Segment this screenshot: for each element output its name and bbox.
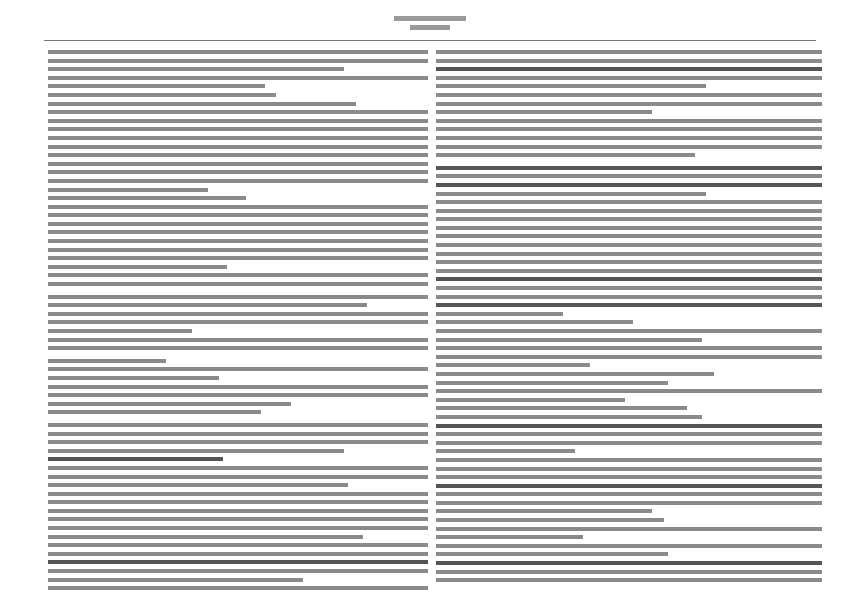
text-line bbox=[48, 248, 428, 252]
text-line bbox=[48, 93, 276, 97]
text-line bbox=[436, 527, 822, 531]
text-line bbox=[48, 457, 223, 461]
text-line bbox=[48, 500, 428, 504]
text-line bbox=[48, 393, 428, 397]
text-line bbox=[436, 432, 822, 436]
text-line bbox=[436, 389, 822, 393]
text-line bbox=[436, 312, 563, 316]
text-line bbox=[436, 136, 822, 140]
text-line bbox=[436, 458, 822, 462]
text-line bbox=[48, 179, 428, 183]
text-line bbox=[436, 84, 706, 88]
text-line bbox=[436, 277, 822, 281]
text-line bbox=[48, 256, 428, 260]
text-line bbox=[48, 483, 348, 487]
text-line bbox=[436, 183, 822, 187]
text-line bbox=[48, 543, 428, 547]
page-header bbox=[0, 16, 860, 34]
text-line bbox=[48, 552, 428, 556]
text-line bbox=[436, 303, 822, 307]
text-line bbox=[48, 230, 428, 234]
text-line bbox=[436, 192, 706, 196]
text-line bbox=[48, 432, 428, 436]
text-line bbox=[48, 136, 428, 140]
text-line bbox=[436, 320, 633, 324]
text-line bbox=[48, 410, 261, 414]
text-line bbox=[436, 269, 822, 273]
text-line bbox=[48, 205, 428, 209]
text-line bbox=[48, 526, 428, 530]
header-subtitle bbox=[410, 25, 450, 30]
text-line bbox=[48, 265, 227, 269]
left-column-text bbox=[48, 50, 428, 599]
text-line bbox=[436, 252, 822, 256]
text-line bbox=[436, 501, 822, 505]
text-line bbox=[48, 560, 428, 564]
text-line bbox=[436, 406, 687, 410]
text-line bbox=[436, 243, 822, 247]
text-line bbox=[48, 440, 428, 444]
text-line bbox=[436, 67, 822, 71]
text-line bbox=[48, 329, 192, 333]
text-line bbox=[436, 441, 822, 445]
header-rule bbox=[44, 40, 816, 41]
text-line bbox=[436, 200, 822, 204]
text-line bbox=[48, 153, 428, 157]
text-line bbox=[436, 295, 822, 299]
right-column bbox=[436, 50, 822, 587]
text-line bbox=[436, 355, 822, 359]
text-line bbox=[48, 423, 428, 427]
text-line bbox=[436, 535, 583, 539]
text-line bbox=[48, 295, 428, 299]
text-line bbox=[48, 110, 428, 114]
text-line bbox=[436, 570, 822, 574]
text-line bbox=[48, 586, 428, 590]
text-line bbox=[48, 466, 428, 470]
text-line bbox=[48, 170, 428, 174]
left-column bbox=[48, 50, 428, 599]
text-line bbox=[436, 226, 822, 230]
text-line bbox=[436, 93, 822, 97]
text-line bbox=[436, 484, 822, 488]
text-line bbox=[436, 561, 822, 565]
text-line bbox=[48, 84, 265, 88]
text-line bbox=[48, 273, 428, 277]
paragraph-gap bbox=[48, 595, 428, 599]
text-line bbox=[48, 449, 344, 453]
text-line bbox=[48, 578, 303, 582]
text-line bbox=[48, 162, 428, 166]
right-column-text bbox=[436, 50, 822, 582]
text-line bbox=[436, 398, 625, 402]
text-line bbox=[436, 338, 702, 342]
text-line bbox=[48, 67, 344, 71]
text-line bbox=[48, 376, 219, 380]
text-line bbox=[436, 492, 822, 496]
text-line bbox=[436, 381, 668, 385]
text-line bbox=[436, 286, 822, 290]
text-line bbox=[48, 282, 428, 286]
text-line bbox=[436, 475, 822, 479]
text-line bbox=[436, 145, 822, 149]
text-line bbox=[48, 213, 428, 217]
text-line bbox=[48, 385, 428, 389]
text-line bbox=[436, 119, 822, 123]
text-line bbox=[48, 196, 246, 200]
text-line bbox=[48, 239, 428, 243]
text-line bbox=[436, 329, 822, 333]
text-line bbox=[436, 59, 822, 63]
text-line bbox=[436, 50, 822, 54]
text-line bbox=[436, 424, 822, 428]
text-line bbox=[436, 467, 822, 471]
text-line bbox=[436, 234, 822, 238]
text-line bbox=[436, 153, 695, 157]
text-line bbox=[48, 76, 428, 80]
text-line bbox=[436, 127, 822, 131]
text-line bbox=[48, 402, 291, 406]
text-line bbox=[436, 166, 822, 170]
text-line bbox=[436, 209, 822, 213]
text-line bbox=[436, 518, 664, 522]
text-line bbox=[48, 50, 428, 54]
text-line bbox=[48, 102, 356, 106]
text-line bbox=[436, 76, 822, 80]
text-line bbox=[48, 346, 428, 350]
text-line bbox=[48, 569, 428, 573]
text-line bbox=[48, 320, 428, 324]
text-line bbox=[436, 415, 702, 419]
text-line bbox=[436, 363, 590, 367]
text-line bbox=[48, 188, 208, 192]
text-line bbox=[436, 174, 822, 178]
text-line bbox=[48, 59, 428, 63]
text-line bbox=[48, 338, 428, 342]
text-line bbox=[48, 222, 428, 226]
text-line bbox=[436, 578, 822, 582]
text-line bbox=[48, 492, 428, 496]
text-line bbox=[436, 110, 652, 114]
text-line bbox=[48, 145, 428, 149]
text-line bbox=[436, 449, 575, 453]
text-line bbox=[48, 119, 428, 123]
text-line bbox=[48, 303, 367, 307]
text-line bbox=[436, 346, 822, 350]
text-line bbox=[436, 102, 822, 106]
text-line bbox=[436, 217, 822, 221]
text-line bbox=[48, 359, 166, 363]
text-line bbox=[436, 372, 714, 376]
text-line bbox=[48, 367, 428, 371]
text-line bbox=[436, 260, 822, 264]
text-line bbox=[48, 535, 363, 539]
text-line bbox=[48, 127, 428, 131]
text-line bbox=[436, 509, 652, 513]
text-line bbox=[48, 517, 428, 521]
text-line bbox=[48, 509, 428, 513]
text-line bbox=[436, 552, 668, 556]
text-line bbox=[436, 544, 822, 548]
text-line bbox=[48, 475, 428, 479]
header-title bbox=[394, 16, 466, 21]
text-line bbox=[48, 312, 428, 316]
